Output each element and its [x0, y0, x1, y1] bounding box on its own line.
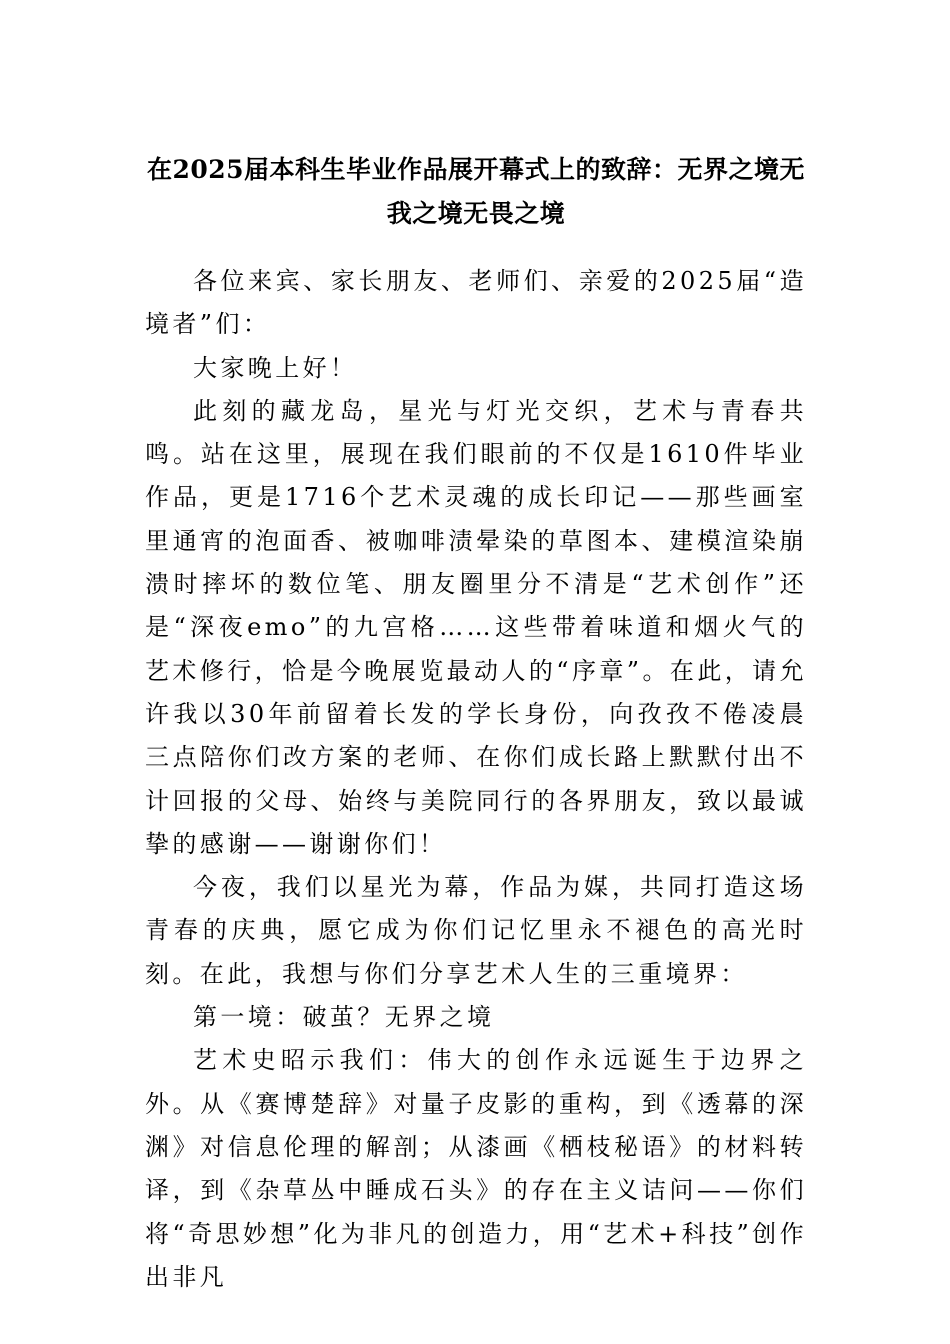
opening-paragraph: 此刻的藏龙岛，星光与灯光交织，艺术与青春共鸣。站在这里，展现在我们眼前的不仅是1610件毕业作品，更是1716个艺术灵魂的成长印记——那些画室里通宵的泡面香、被咖啡渍晕染的草图本、建模渲染崩溃时摔坏的数位笔、朋友圈里分不清是“艺术创作”还是“深夜emo”的九宫格……这些带着味道和烟火气的艺术修行，恰是今晚展览最动人的“序章”。在此，请允许我以30年前留着长发的学长身份，向孜孜不倦凌晨三点陪你们改方案的老师、在你们成长路上默默付出不计回报的父母、始终与美院同行的各界朋友，致以最诚挚的感谢——谢谢你们！ — [145, 396, 807, 858]
title-line-1: 在2025届本科生毕业作品展开幕式上的致辞：无界之境无 — [146, 155, 806, 184]
greeting-paragraph: 大家晚上好！ — [193, 353, 358, 382]
document-page — [145, 148, 807, 1299]
document-body — [145, 260, 807, 1299]
salutation-paragraph: 各位来宾、家长朋友、老师们、亲爱的2025届“造境者”们： — [145, 267, 807, 339]
title-line-2: 我之境无畏之境 — [386, 199, 566, 228]
first-realm-paragraph: 艺术史昭示我们：伟大的创作永远诞生于边界之外。从《赛博楚辞》对量子皮影的重构，到《透幕的深渊》对信息伦理的解剖；从漆画《栖枝秘语》的材料转译，到《杂草丛中睡成石头》的存在主义诘问——你们将“奇思妙想”化为非凡的创造力，用“艺术+科技”创作出非凡 — [145, 1046, 807, 1291]
celebration-paragraph: 今夜，我们以星光为幕，作品为媒，共同打造这场青春的庆典，愿它成为你们记忆里永不褪色的高光时刻。在此，我想与你们分享艺术人生的三重境界： — [145, 873, 807, 988]
document-title — [145, 148, 807, 236]
section-heading-first-realm: 第一境：破茧？无界之境 — [193, 1003, 495, 1032]
